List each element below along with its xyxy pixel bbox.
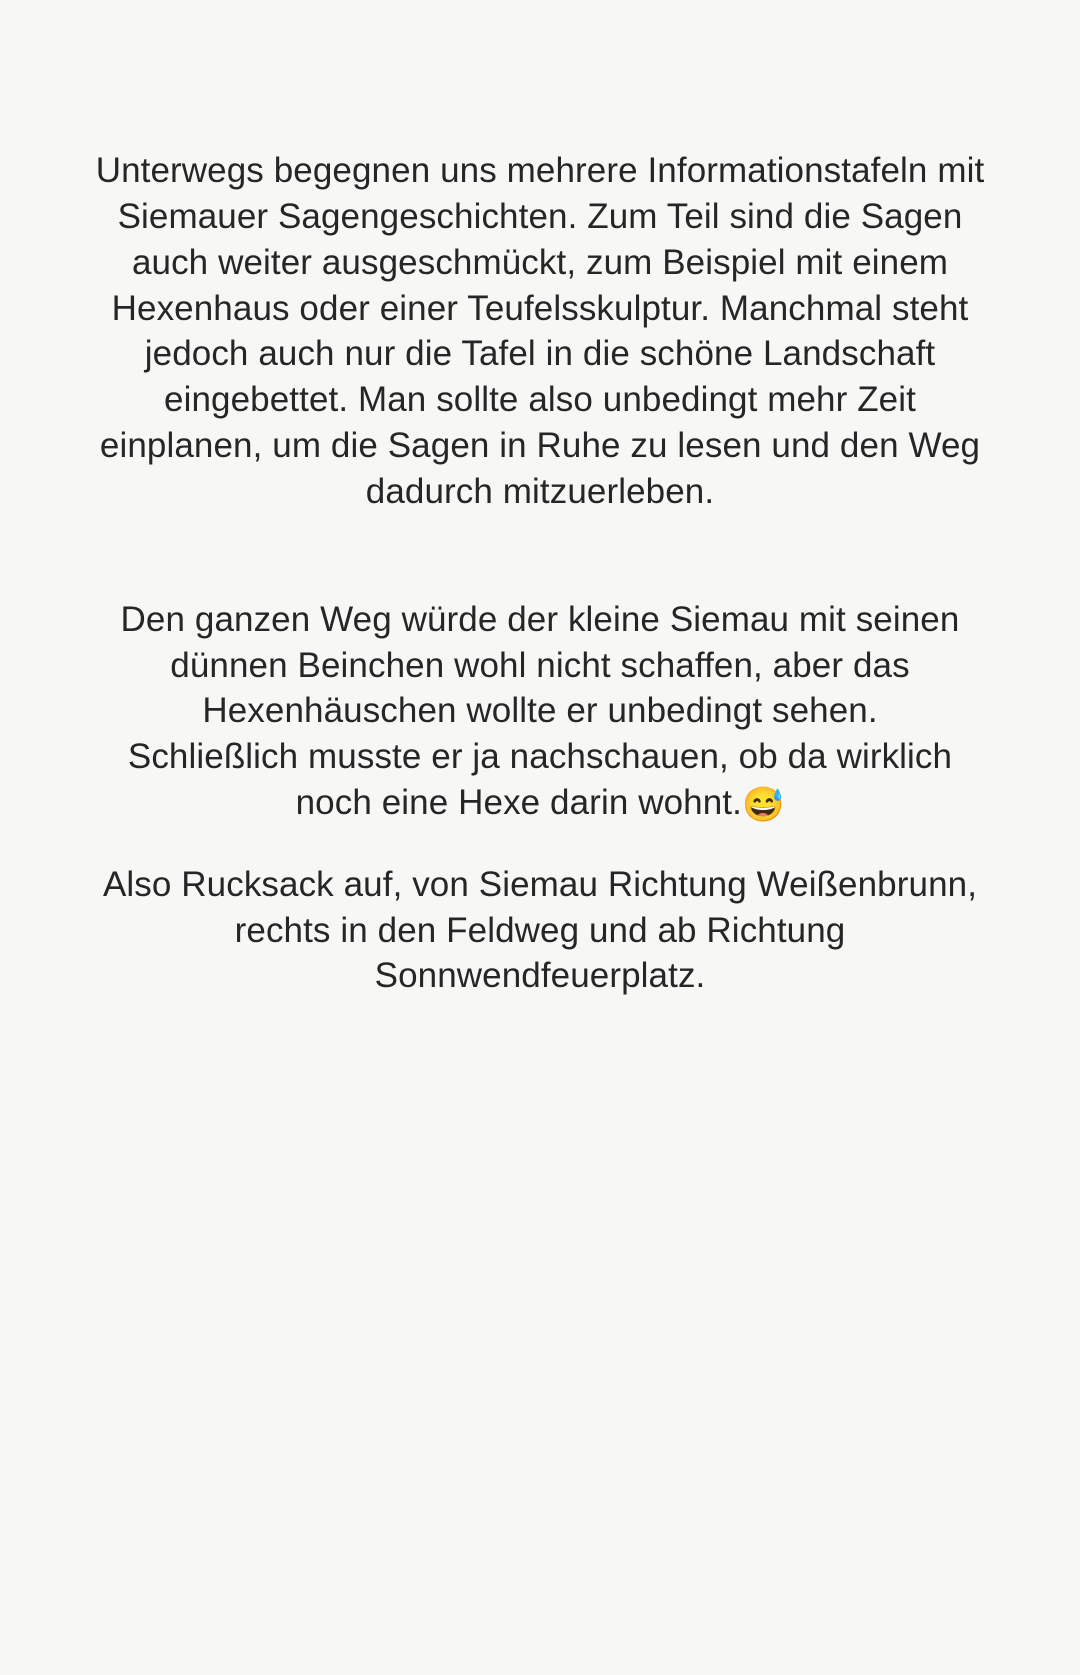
grinning-sweat-emoji: 😅 [741,786,785,825]
document-page [0,148,1080,1675]
paragraph-little-siemau-line1: Den ganzen Weg würde der kleine Siemau mit seinen dünnen Beinchen wohl nicht schaffen, aber das Hexenhäuschen wollte er unbedingt sehen. [120,599,960,731]
paragraph-information-boards: Unterwegs begegnen uns mehrere Informationstafeln mit Siemauer Sagengeschichten. Zum Teil sind die Sagen auch weiter ausgeschmückt, zum Beispiel mit einem Hexenhaus oder einer Teufelsskulptur. Manchmal steht jedoch auch nur die Tafel in die schöne Landschaft eingebettet. Man sollte also unbedingt mehr Zeit einplanen, um die Sagen in Ruhe zu lesen und den Weg dadurch mitzuerleben. [95,151,985,511]
paragraph-little-siemau-line2: Schließlich musste er ja nachschauen, ob da wirklich noch eine Hexe darin wohnt. [127,737,953,823]
paragraph-little-siemau [92,597,988,828]
paragraph-route-directions: Also Rucksack auf, von Siemau Richtung Weißenbrunn, rechts in den Feldweg und ab Richtung Sonnwendfeuerplatz. [102,864,978,996]
